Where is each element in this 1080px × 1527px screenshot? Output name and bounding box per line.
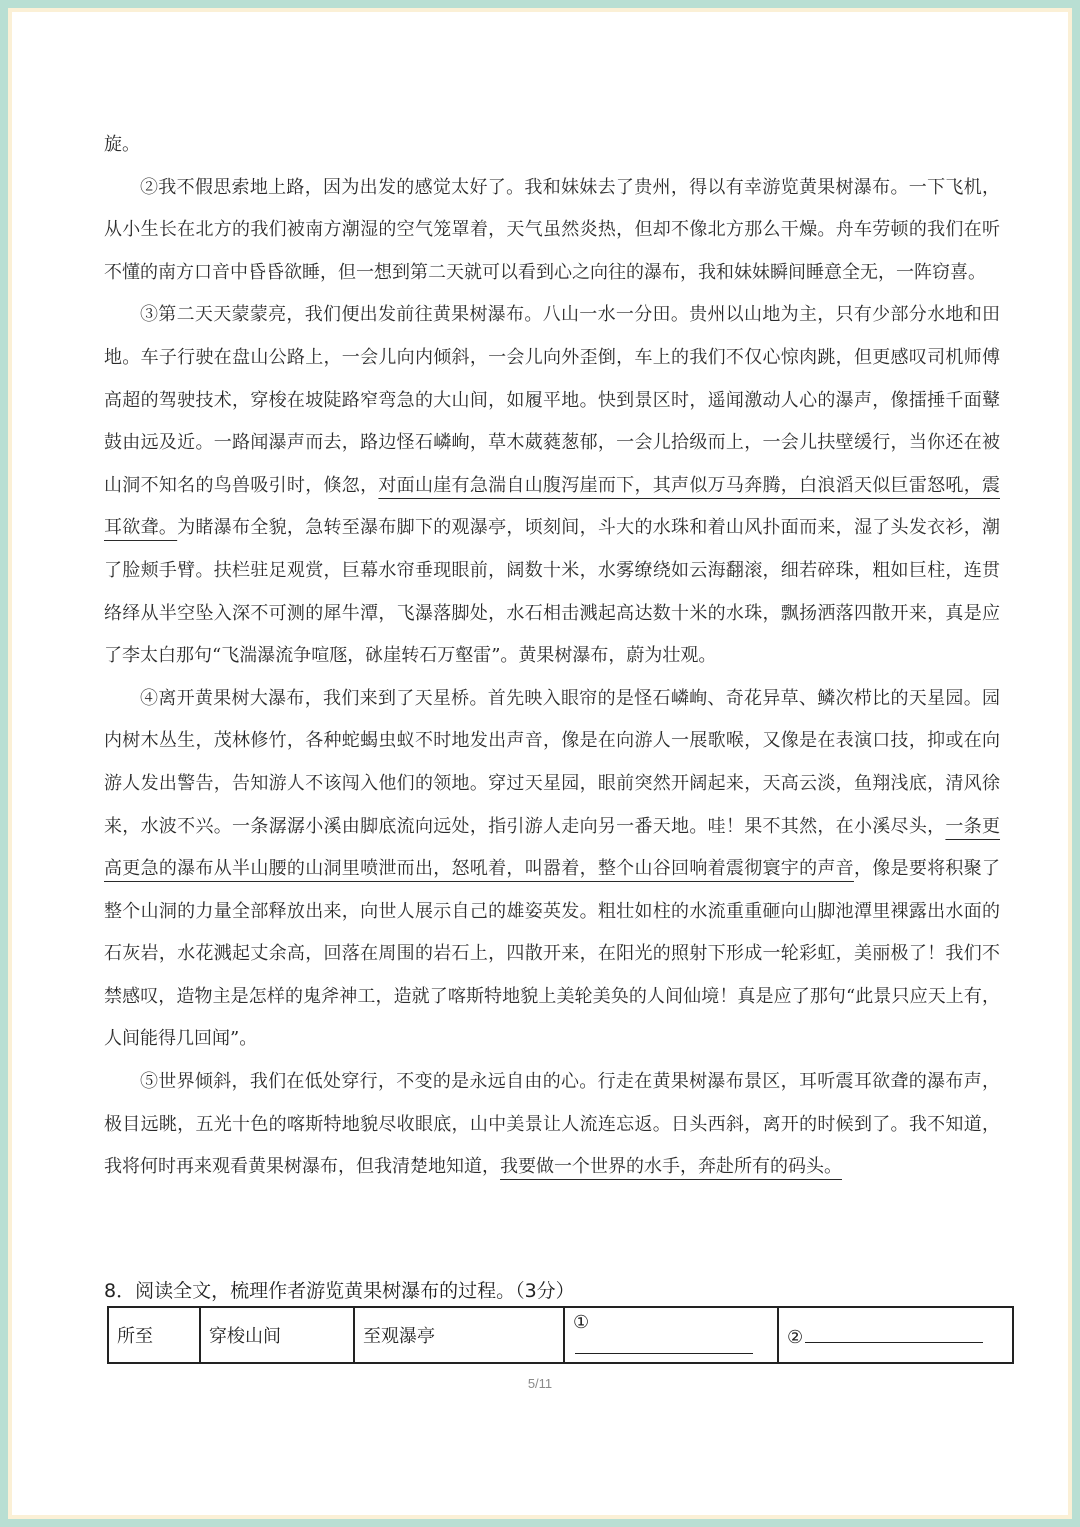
- paragraph-2: ②我不假思索地上路，因为出发的感觉太好了。我和妹妹去了贵州，得以有幸游览黄果树瀑布。一下飞机，从小生长在北方的我们被南方潮湿的空气笼罩着，天气虽然炎热，但却不像北方那么干燥。舟车劳顿的我们在听不懂的南方口音中昏昏欲睡，但一想到第二天就可以看到心之向往的瀑布，我和妹妹瞬间睡意全无，一阵窃喜。: [104, 176, 1000, 283]
- table-cell: 穿梭山间: [200, 1307, 354, 1363]
- document-page: [12, 12, 1068, 1515]
- underlined-sentence-2: 一条更高更急的瀑布从半山腰的山洞里喷泄而出，怒吼着，叫嚣着，整个山谷回响着震彻寰宇的声音: [104, 815, 1001, 880]
- paragraph-3: ③第二天天蒙蒙亮，我们便出发前往黄果树瀑布。八山一水一分田。贵州以山地为主，只有少部分水地和田地。车子行驶在盘山公路上，一会儿向内倾斜，一会儿向外歪倒，车上的我们不仅心惊肉跳，但更感叹司机师傅高超的驾驶技术，穿梭在坡陡路窄弯急的大山间，如履平地。快到景区时，遥闻激动人心的瀑声，像擂捶千面鼙鼓由远及近。一路闻瀑声而去，路边怪石嶙峋，草木葳蕤葱郁，一会儿拾级而上，一会儿扶壁缓行，当你还在被山洞不知名的鸟兽吸引时，倏忽，对面山崖有急湍自山腹泻崖而下，其声似万马奔腾，白浪滔天似巨雷怒吼，震耳欲聋。为睹瀑布全貌，急转至瀑布脚下的观瀑亭，顷刻间，斗大的水珠和着山风扑面而来，湿了头发衣衫，潮了脸颊手臂。扶栏驻足观赏，巨幕水帘垂现眼前，阔数十米，水雾缭绕如云海翻滚，细若碎珠，粗如巨柱，连贯络绎从半空坠入深不可测的犀牛潭，飞瀑落脚处，水石相击溅起高达数十米的水珠，飘扬洒落四散开来，真是应了李太白那句“飞湍瀑流争喧豗，砯崖转石万壑雷”。黄果树瀑布，蔚为壮观。: [104, 304, 1001, 667]
- answer-blank-1[interactable]: ①: [564, 1307, 778, 1363]
- paragraph-1-end: 旋。: [104, 134, 140, 155]
- answer-table: [107, 1306, 1014, 1364]
- answer-blank-2[interactable]: ②: [778, 1307, 1013, 1363]
- article-text: [104, 124, 1000, 1189]
- question-8: 8．阅读全文，梳理作者游览黄果树瀑布的过程。（3分）: [104, 1280, 575, 1302]
- page-number: 5/11: [527, 1376, 553, 1391]
- paragraph-5: ⑤世界倾斜，我们在低处穿行，不变的是永远自由的心。行走在黄果树瀑布景区，耳听震耳欲聋的瀑布声，极目远眺，五光十色的喀斯特地貌尽收眼底，山中美景让人流连忘返。日头西斜，离开的时候到了。我不知道，我将何时再来观看黄果树瀑布，但我清楚地知道，我要做一个世界的水手，奔赴所有的码头。: [104, 1071, 1000, 1178]
- paragraph-4: ④离开黄果树大瀑布，我们来到了天星桥。首先映入眼帘的是怪石嶙峋、奇花异草、鳞次栉比的天星园。园内树木丛生，茂林修竹，各种蛇蝎虫蚁不时地发出声音，像是在向游人一展歌喉，又像是在表演口技，抑或在向游人发出警告，告知游人不该闯入他们的领地。穿过天星园，眼前突然开阔起来，天高云淡，鱼翔浅底，清风徐来，水波不兴。一条潺潺小溪由脚底流向远处，指引游人走向另一番天地。哇！果不其然，在小溪尽头，一条更高更急的瀑布从半山腰的山洞里喷泄而出，怒吼着，叫嚣着，整个山谷回响着震彻寰宇的声音，像是要将积聚了整个山洞的力量全部释放出来，向世人展示自己的雄姿英发。粗壮如柱的水流重重砸向山脚池潭里裸露出水面的石灰岩，水花溅起丈余高，回落在周围的岩石上，四散开来，在阳光的照射下形成一轮彩虹，美丽极了！我们不禁感叹，造物主是怎样的鬼斧神工，造就了喀斯特地貌上美轮美奂的人间仙境！真是应了那句“此景只应天上有，人间能得几回闻”。: [104, 687, 1001, 1050]
- underlined-sentence-3: 我要做一个世界的水手，奔赴所有的码头。: [500, 1156, 842, 1178]
- blank-line: [805, 1322, 983, 1343]
- table-cell: 至观瀑亭: [354, 1307, 564, 1363]
- table-row: [108, 1307, 1013, 1363]
- blank-line: [575, 1333, 753, 1354]
- table-header-cell: 所至: [108, 1307, 200, 1363]
- underlined-sentence-1: 对面山崖有急湍自山腹泻崖而下，其声似万马奔腾，白浪滔天似巨雷怒吼，震耳欲聋。: [104, 474, 1000, 539]
- page-border: [8, 8, 1072, 1519]
